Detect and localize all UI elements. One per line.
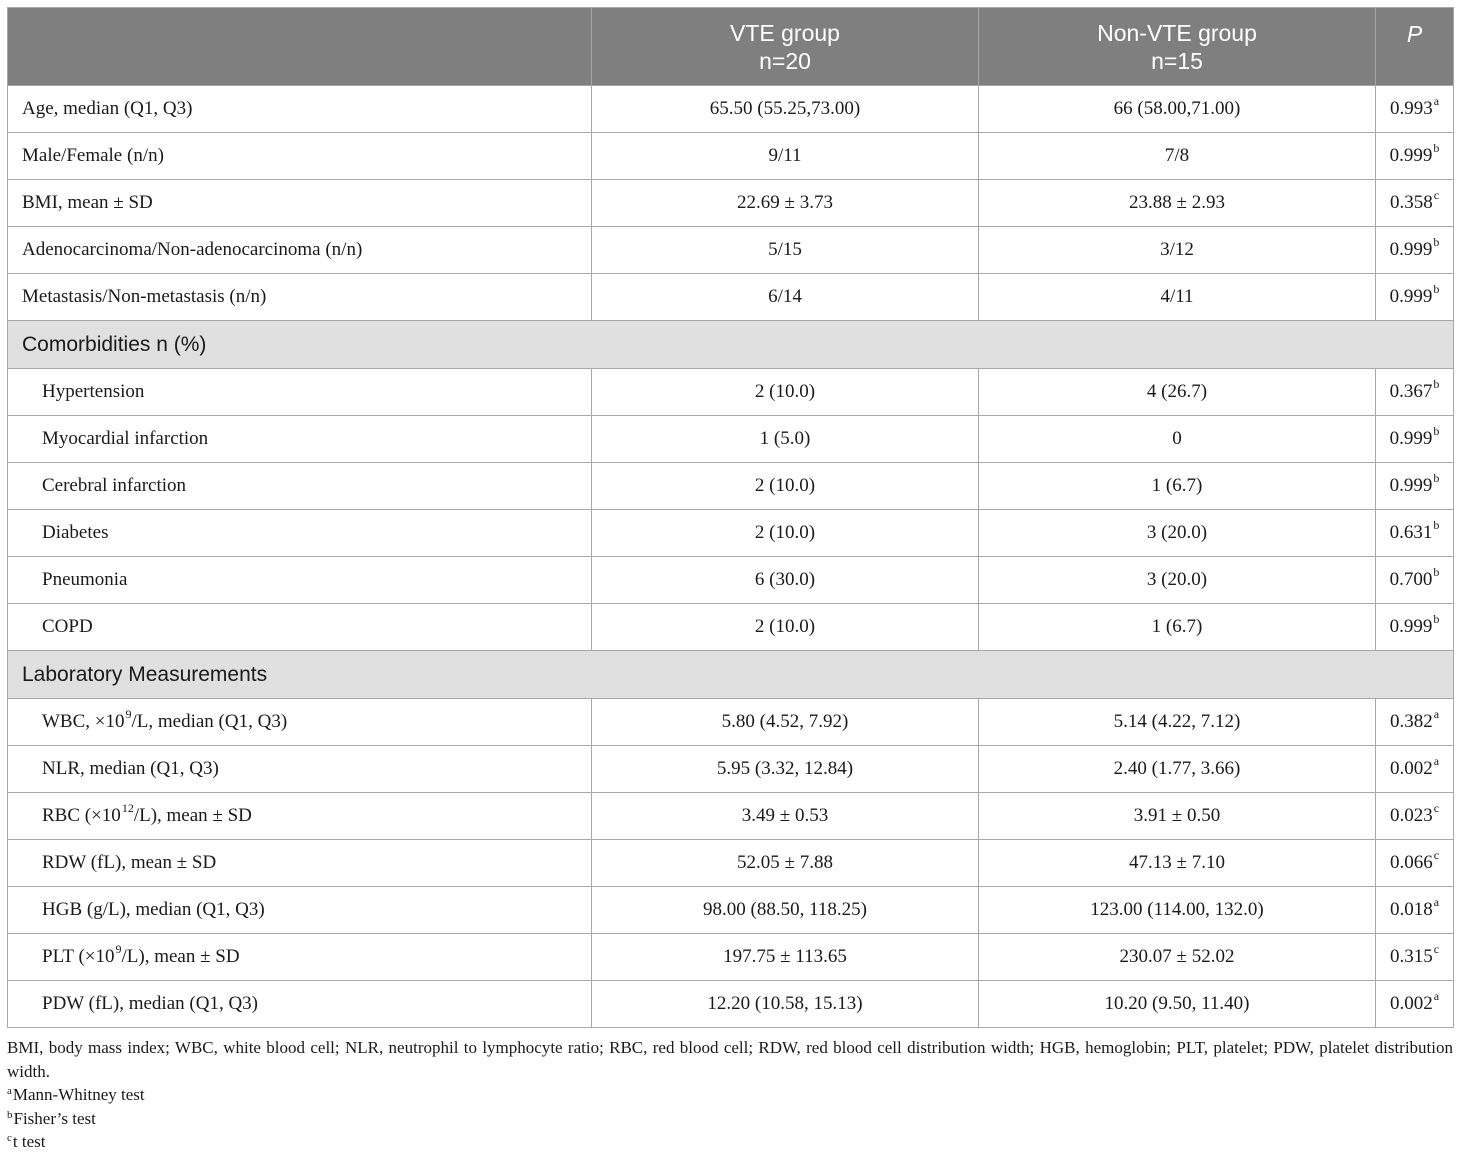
header-vte-group xyxy=(592,8,979,86)
row-label: Adenocarcinoma/Non-adenocarcinoma (n/n) xyxy=(8,227,592,274)
p-value-test-mark: c xyxy=(1433,188,1440,202)
row-label-text-rest: /L), mean ± SD xyxy=(121,946,240,967)
row-label: Hypertension xyxy=(8,369,592,416)
p-value xyxy=(1376,369,1454,416)
non-vte-value: 4/11 xyxy=(979,274,1376,321)
table-body xyxy=(8,86,1454,1028)
non-vte-value: 230.07 ± 52.02 xyxy=(979,934,1376,981)
vte-value: 197.75 ± 113.65 xyxy=(592,934,979,981)
row-label-exponent: 12 xyxy=(121,801,134,815)
p-value-test-mark: b xyxy=(1433,282,1440,296)
p-value-test-mark: a xyxy=(1433,94,1440,108)
non-vte-value: 5.14 (4.22, 7.12) xyxy=(979,699,1376,746)
table-row xyxy=(8,463,1454,510)
table-row xyxy=(8,887,1454,934)
p-value-number: 0.018 xyxy=(1389,899,1433,920)
p-value-test-mark: c xyxy=(1433,801,1440,815)
p-value-test-mark: b xyxy=(1433,518,1440,532)
row-label xyxy=(8,840,592,887)
section-header-comorbidities xyxy=(8,321,1454,369)
row-label-text: HGB (g/L), median (Q1, Q3) xyxy=(42,899,265,920)
non-vte-value: 23.88 ± 2.93 xyxy=(979,180,1376,227)
row-label: BMI, mean ± SD xyxy=(8,180,592,227)
p-value-test-mark: c xyxy=(1433,848,1440,862)
vte-value: 65.50 (55.25,73.00) xyxy=(592,86,979,133)
header-label-column xyxy=(8,8,592,86)
p-value xyxy=(1376,133,1454,180)
p-value xyxy=(1376,887,1454,934)
footnote-a xyxy=(7,1083,1453,1107)
p-value xyxy=(1376,793,1454,840)
table-row xyxy=(8,416,1454,463)
table-row xyxy=(8,133,1454,180)
vte-value: 5.95 (3.32, 12.84) xyxy=(592,746,979,793)
non-vte-value: 7/8 xyxy=(979,133,1376,180)
p-value-test-mark: b xyxy=(1433,471,1440,485)
p-value xyxy=(1376,557,1454,604)
non-vte-value: 2.40 (1.77, 3.66) xyxy=(979,746,1376,793)
table-row xyxy=(8,840,1454,887)
p-value-test-mark: b xyxy=(1433,424,1440,438)
row-label: Diabetes xyxy=(8,510,592,557)
non-vte-value: 3 (20.0) xyxy=(979,557,1376,604)
p-value-number: 0.002 xyxy=(1389,758,1433,779)
row-label-text: PLT (×10 xyxy=(42,946,115,967)
footnote-mark-a: a xyxy=(7,1085,12,1097)
p-value-number: 0.999 xyxy=(1389,475,1433,496)
p-value-test-mark: a xyxy=(1433,754,1440,768)
header-p-value: P xyxy=(1376,8,1454,86)
p-value-number: 0.367 xyxy=(1389,381,1433,402)
p-value-number: 0.999 xyxy=(1389,145,1433,166)
non-vte-value: 1 (6.7) xyxy=(979,604,1376,651)
vte-value: 5/15 xyxy=(592,227,979,274)
vte-value: 2 (10.0) xyxy=(592,510,979,557)
table-footnotes xyxy=(7,1036,1453,1154)
table-row xyxy=(8,274,1454,321)
table-row xyxy=(8,86,1454,133)
vte-value: 2 (10.0) xyxy=(592,463,979,510)
p-value-test-mark: b xyxy=(1433,612,1440,626)
p-value-number: 0.700 xyxy=(1389,569,1433,590)
p-value xyxy=(1376,180,1454,227)
comparison-table xyxy=(7,7,1454,1028)
vte-value: 6/14 xyxy=(592,274,979,321)
vte-value: 1 (5.0) xyxy=(592,416,979,463)
p-value-number: 0.999 xyxy=(1389,239,1433,260)
p-value-test-mark: a xyxy=(1433,707,1440,721)
footnote-text-c: t test xyxy=(12,1132,46,1151)
footnote-text-a: Mann-Whitney test xyxy=(12,1085,145,1104)
p-value-test-mark: b xyxy=(1433,377,1440,391)
non-vte-value: 4 (26.7) xyxy=(979,369,1376,416)
footnote-c xyxy=(7,1130,1453,1154)
p-value xyxy=(1376,227,1454,274)
non-vte-value: 66 (58.00,71.00) xyxy=(979,86,1376,133)
row-label-exponent: 9 xyxy=(115,942,122,956)
row-label-text: WBC, ×10 xyxy=(42,711,125,732)
non-vte-value: 47.13 ± 7.10 xyxy=(979,840,1376,887)
header-row xyxy=(8,8,1454,86)
section-title: Comorbidities n (%) xyxy=(8,321,1454,369)
row-label xyxy=(8,934,592,981)
footnote-mark-c: c xyxy=(7,1132,12,1144)
vte-value: 3.49 ± 0.53 xyxy=(592,793,979,840)
row-label xyxy=(8,793,592,840)
table-row xyxy=(8,793,1454,840)
p-value-test-mark: a xyxy=(1433,895,1440,909)
p-value-number: 0.382 xyxy=(1389,711,1433,732)
table-row xyxy=(8,180,1454,227)
non-vte-value: 1 (6.7) xyxy=(979,463,1376,510)
row-label xyxy=(8,746,592,793)
p-value-test-mark: b xyxy=(1433,565,1440,579)
p-value-number: 0.993 xyxy=(1389,98,1433,119)
footnote-mark-b: b xyxy=(7,1108,13,1121)
header-non-vte-title: Non-VTE group xyxy=(1097,19,1257,46)
row-label-text-rest: /L), mean ± SD xyxy=(133,805,252,826)
p-value xyxy=(1376,463,1454,510)
row-label: Male/Female (n/n) xyxy=(8,133,592,180)
p-value-number: 0.999 xyxy=(1389,616,1433,637)
row-label xyxy=(8,887,592,934)
p-value-number: 0.023 xyxy=(1389,805,1433,826)
p-value xyxy=(1376,981,1454,1028)
p-value-number: 0.999 xyxy=(1389,428,1433,449)
abbreviations-note: BMI, body mass index; WBC, white blood cell; NLR, neutrophil to lymphocyte ratio; RBC, red blood cell; RDW, red blood cell distribution width; HGB, hemoglobin; PLT, platelet; PDW, platelet distribution width. xyxy=(7,1038,1453,1081)
row-label: Metastasis/Non-metastasis (n/n) xyxy=(8,274,592,321)
header-non-vte-count: n=15 xyxy=(1151,47,1203,74)
row-label-text: PDW (fL), median (Q1, Q3) xyxy=(42,993,258,1014)
row-label-text: RDW (fL), mean ± SD xyxy=(42,852,217,873)
row-label: Myocardial infarction xyxy=(8,416,592,463)
vte-value: 12.20 (10.58, 15.13) xyxy=(592,981,979,1028)
vte-value: 52.05 ± 7.88 xyxy=(592,840,979,887)
table-row xyxy=(8,934,1454,981)
p-value-number: 0.002 xyxy=(1389,993,1433,1014)
table-row xyxy=(8,746,1454,793)
row-label xyxy=(8,699,592,746)
p-value-test-mark: c xyxy=(1433,942,1440,956)
p-value xyxy=(1376,746,1454,793)
vte-value: 6 (30.0) xyxy=(592,557,979,604)
vte-value: 98.00 (88.50, 118.25) xyxy=(592,887,979,934)
footnote-b xyxy=(7,1107,1453,1131)
row-label: Age, median (Q1, Q3) xyxy=(8,86,592,133)
p-value xyxy=(1376,416,1454,463)
vte-value: 5.80 (4.52, 7.92) xyxy=(592,699,979,746)
table-row xyxy=(8,604,1454,651)
header-non-vte-group xyxy=(979,8,1376,86)
data-table-container xyxy=(7,7,1453,1028)
row-label-exponent: 9 xyxy=(125,707,132,721)
vte-value: 2 (10.0) xyxy=(592,604,979,651)
p-value-number: 0.631 xyxy=(1389,522,1433,543)
row-label: Cerebral infarction xyxy=(8,463,592,510)
p-value-test-mark: b xyxy=(1433,141,1440,155)
table-row xyxy=(8,227,1454,274)
header-vte-count: n=20 xyxy=(759,47,811,74)
table-row xyxy=(8,369,1454,416)
row-label-text: RBC (×10 xyxy=(42,805,121,826)
p-value xyxy=(1376,840,1454,887)
p-value-number: 0.315 xyxy=(1389,946,1433,967)
p-value-test-mark: b xyxy=(1433,235,1440,249)
p-value-number: 0.999 xyxy=(1389,286,1433,307)
non-vte-value: 3.91 ± 0.50 xyxy=(979,793,1376,840)
table-row xyxy=(8,510,1454,557)
non-vte-value: 3/12 xyxy=(979,227,1376,274)
row-label-text: NLR, median (Q1, Q3) xyxy=(42,758,219,779)
non-vte-value: 0 xyxy=(979,416,1376,463)
row-label xyxy=(8,981,592,1028)
table-row xyxy=(8,557,1454,604)
section-header-laboratory xyxy=(8,651,1454,699)
row-label: Pneumonia xyxy=(8,557,592,604)
non-vte-value: 123.00 (114.00, 132.0) xyxy=(979,887,1376,934)
footnote-text-b: Fisher’s test xyxy=(13,1108,96,1128)
p-value-number: 0.066 xyxy=(1389,852,1433,873)
p-value xyxy=(1376,274,1454,321)
vte-value: 22.69 ± 3.73 xyxy=(592,180,979,227)
table-row xyxy=(8,699,1454,746)
row-label-text-rest: /L, median (Q1, Q3) xyxy=(131,711,288,732)
section-title: Laboratory Measurements xyxy=(8,651,1454,699)
p-value xyxy=(1376,699,1454,746)
p-value xyxy=(1376,510,1454,557)
non-vte-value: 10.20 (9.50, 11.40) xyxy=(979,981,1376,1028)
p-value xyxy=(1376,86,1454,133)
table-row xyxy=(8,981,1454,1028)
header-vte-title: VTE group xyxy=(730,19,840,46)
p-value-test-mark: a xyxy=(1433,989,1440,1003)
vte-value: 2 (10.0) xyxy=(592,369,979,416)
row-label: COPD xyxy=(8,604,592,651)
vte-value: 9/11 xyxy=(592,133,979,180)
p-value-number: 0.358 xyxy=(1389,192,1433,213)
p-value xyxy=(1376,934,1454,981)
non-vte-value: 3 (20.0) xyxy=(979,510,1376,557)
p-value xyxy=(1376,604,1454,651)
